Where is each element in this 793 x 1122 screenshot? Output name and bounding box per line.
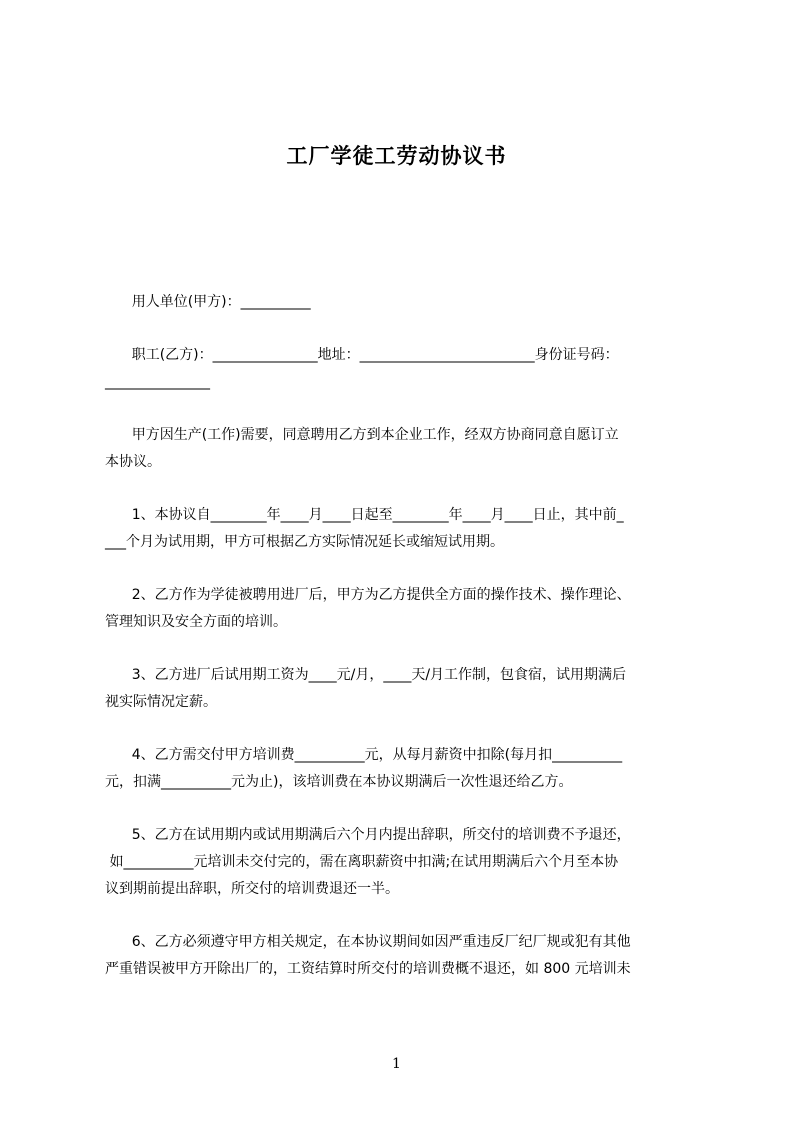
clause-4-line-2: 元，扣满__________元为止)，该培训费在本协议期满后一次性退还给乙方。 [105, 774, 573, 790]
clause-1-line-2: ___个月为试用期，甲方可根据乙方实际情况延长或缩短试用期。 [105, 534, 504, 550]
page-number: 1 [392, 1056, 401, 1072]
id-number-blank: _______________ [105, 374, 210, 390]
employer-line: 用人单位(甲方)：__________ [105, 294, 311, 310]
document-title: 工厂学徒工劳动协议书 [286, 144, 507, 168]
clause-2-line-1: 2、乙方作为学徒被聘用进厂后，甲方为乙方提供全方面的操作技术、操作理论、 [105, 587, 631, 603]
clause-4-line-1: 4、乙方需交付甲方培训费__________元，从每月薪资中扣除(每月扣__________ [105, 747, 623, 763]
clause-6-line-1: 6、乙方必须遵守甲方相关规定，在本协议期间如因严重违反厂纪厂规或犯有其他 [105, 934, 631, 950]
clause-2-line-2: 管理知识及安全方面的培训。 [105, 614, 287, 630]
preamble-line-1: 甲方因生产(工作)需要，同意聘用乙方到本企业工作，经双方协商同意自愿订立 [105, 427, 619, 443]
clause-5-line-2: 如__________元培训未交付完的，需在离职薪资中扣满;在试用期满后六个月至本协 [105, 854, 619, 870]
employee-line: 职工(乙方)：_______________地址：_________________________身份证号码： [105, 347, 619, 363]
clause-3-line-1: 3、乙方进厂后试用期工资为____元/月，____天/月工作制，包食宿，试用期满后 [105, 667, 627, 683]
clause-3-line-2: 视实际情况定薪。 [105, 694, 217, 710]
clause-6-line-2: 严重错误被甲方开除出厂的，工资结算时所交付的培训费概不退还，如 800 元培训未 [105, 961, 631, 977]
clause-5-line-3: 议到期前提出辞职，所交付的培训费退还一半。 [105, 881, 399, 897]
clause-1-line-1: 1、本协议自________年____月____日起至________年____月____日止，其中前_ [105, 507, 624, 523]
preamble-line-2: 本协议。 [105, 454, 161, 470]
clause-5-line-1: 5、乙方在试用期内或试用期满后六个月内提出辞职，所交付的培训费不予退还， [105, 827, 631, 843]
